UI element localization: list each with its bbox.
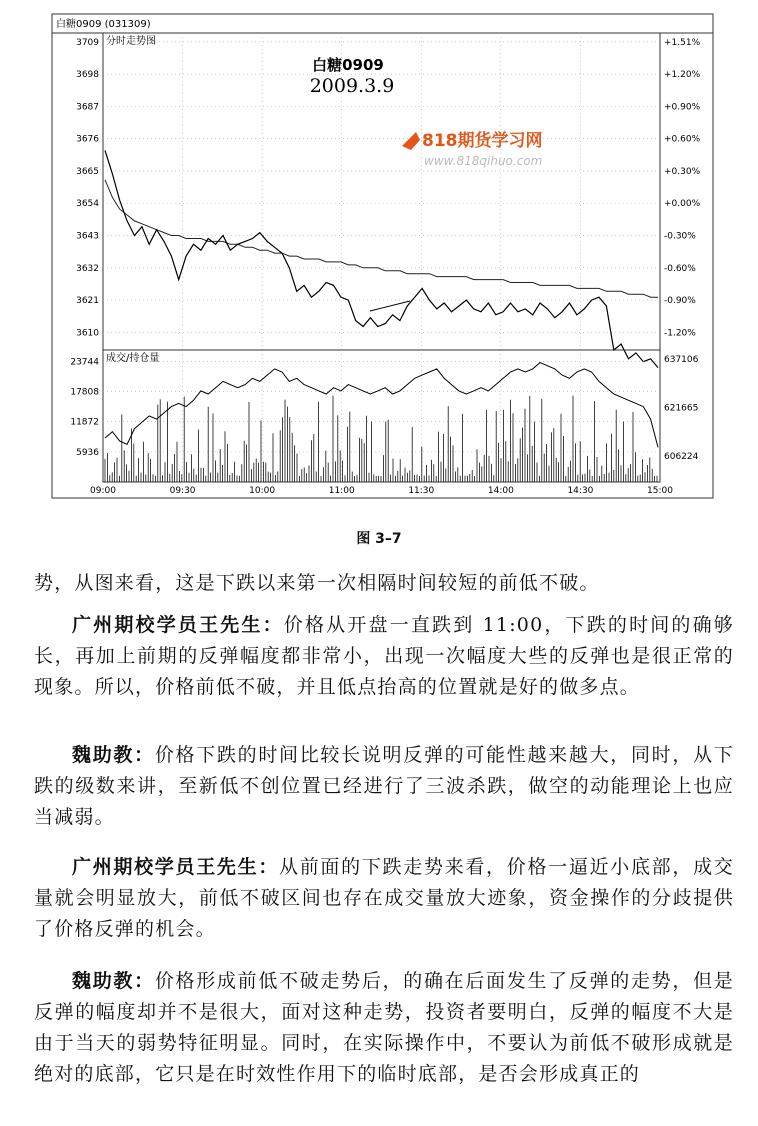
paragraph-3-text: 从前面的下跌走势来看，价格一逼近小底部，成交量就会明显放大，前低不破区间也存在成交量放大迹象，资金操作的分歧提供了价格反弹的机会。 — [34, 856, 734, 940]
percent-tick-label: +1.20% — [664, 70, 701, 81]
time-tick-label: 09:00 — [90, 486, 116, 496]
chart-window-title: 白糖0909 (031309) — [56, 19, 151, 30]
paragraph-2 — [34, 740, 734, 833]
speaker-wei: 魏助教： — [72, 970, 155, 992]
figure-caption: 图 3–7 — [356, 531, 402, 547]
paragraph-0-text: 势，从图来看，这是下跌以来第一次相隔时间较短的前低不破。 — [34, 572, 600, 594]
speaker-wei: 魏助教： — [72, 744, 155, 766]
price-tick-label: 3610 — [76, 328, 99, 339]
paragraph-1 — [34, 610, 734, 703]
paragraph-0 — [34, 568, 734, 599]
percent-tick-label: +0.30% — [664, 166, 701, 177]
intraday-chart — [0, 0, 758, 500]
percent-tick-label: -0.60% — [664, 263, 696, 274]
volume-tick-label: 11872 — [70, 417, 99, 428]
time-tick-label: 11:00 — [328, 486, 355, 496]
watermark-brand: 818期货学习网 — [422, 131, 543, 151]
volume-tick-label: 23744 — [70, 357, 99, 368]
time-tick-label: 11:30 — [408, 486, 435, 496]
percent-tick-label: -1.20% — [664, 328, 696, 339]
price-tick-label: 3676 — [76, 134, 99, 145]
price-tick-label: 3621 — [76, 296, 99, 307]
overlay-name: 白糖0909 — [312, 56, 384, 74]
speaker-wang: 广州期校学员王先生： — [72, 614, 284, 636]
overlay-date: 2009.3.9 — [309, 75, 395, 97]
watermark-logo — [402, 130, 543, 168]
percent-tick-label: +0.60% — [664, 134, 701, 145]
open-interest-tick-label: 621665 — [664, 403, 699, 414]
price-tick-label: 3709 — [76, 37, 99, 48]
price-tick-label: 3632 — [76, 263, 99, 274]
price-panel-title: 分时走势图 — [106, 36, 156, 47]
volume-tick-label: 5936 — [76, 447, 99, 458]
watermark-url: www.818qihuo.com — [424, 154, 543, 168]
price-tick-label: 3698 — [76, 70, 99, 81]
percent-tick-label: -0.30% — [664, 231, 696, 242]
open-interest-tick-label: 637106 — [664, 355, 699, 366]
price-tick-label: 3654 — [76, 199, 99, 210]
paragraph-2-text: 价格下跌的时间比较长说明反弹的可能性越来越大，同时，从下跌的级数来讲，至新低不创位置已经进行了三波杀跌，做空的动能理论上也应当减弱。 — [34, 744, 734, 828]
speaker-wang: 广州期校学员王先生： — [72, 856, 280, 878]
volume-tick-label: 17808 — [70, 387, 99, 398]
percent-tick-label: +1.51% — [664, 37, 701, 48]
paragraph-3 — [34, 852, 734, 945]
price-tick-label: 3665 — [76, 166, 99, 177]
percent-tick-label: +0.90% — [664, 102, 701, 113]
time-tick-label: 14:30 — [567, 486, 594, 496]
price-tick-label: 3687 — [76, 102, 99, 113]
time-tick-label: 14:00 — [487, 486, 514, 496]
price-tick-label: 3643 — [76, 231, 99, 242]
time-tick-label: 15:00 — [647, 486, 673, 496]
paragraph-1-text: 价格从开盘一直跌到 11:00，下跌的时间的确够长，再加上前期的反弹幅度都非常小，出现一次幅度大些的反弹也是很正常的现象。所以，价格前低不破，并且低点抬高的位置就是好的做多点。 — [34, 614, 734, 698]
time-tick-label: 10:00 — [249, 486, 276, 496]
open-interest-tick-label: 606224 — [664, 452, 699, 463]
paragraph-4 — [34, 966, 734, 1090]
paragraph-4-text: 价格形成前低不破走势后，的确在后面发生了反弹的走势，但是反弹的幅度却并不是很大，面对这种走势，投资者要明白，反弹的幅度不大是由于当天的弱势特征明显。同时，在实际操作中，不要认为前低不破形成就是绝对的底部，它只是在时效性作用下的临时底部，是否会形成真正的 — [34, 970, 734, 1085]
percent-tick-label: -0.90% — [664, 296, 696, 307]
time-tick-label: 09:30 — [169, 486, 196, 496]
percent-tick-label: +0.00% — [664, 199, 701, 210]
volume-panel-title: 成交/持仓量 — [106, 353, 160, 364]
